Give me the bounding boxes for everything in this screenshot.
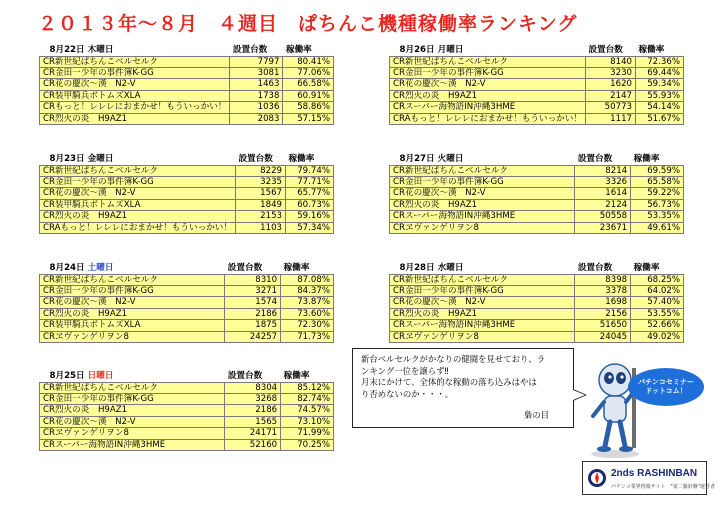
units-count: 3378: [575, 285, 631, 296]
mascot-speech-bubble: [628, 368, 704, 406]
units-count: 50558: [575, 211, 631, 222]
table-row: [390, 90, 684, 101]
units-count: 8304: [225, 382, 281, 393]
units-count: 1620: [585, 79, 635, 90]
rate-column-header: 稼働率: [631, 154, 684, 165]
table-row: [390, 165, 684, 176]
units-count: 3268: [225, 393, 281, 404]
table-date: 8月27日: [399, 154, 435, 165]
units-count: 2083: [230, 113, 283, 124]
table-row: [40, 90, 334, 101]
operation-rate: 52.66%: [631, 320, 684, 331]
comment-line: 新台ベルセルクがかなりの健闘を見せており、ラ: [361, 354, 546, 364]
table-row: [40, 320, 334, 331]
table-date: 8月24日: [49, 263, 85, 274]
table-date-header: [390, 45, 586, 56]
machine-name: CR金田一少年の事件簿K-GG: [390, 67, 586, 78]
ranking-table-day-4: [389, 154, 684, 234]
table-day-of-week: 火曜日: [437, 154, 464, 165]
machine-name: CRヱヴァンゲリヲン8: [40, 331, 225, 342]
table-header-row: [40, 263, 334, 274]
table-row: [40, 56, 334, 67]
table-row: [40, 211, 334, 222]
units-count: 1849: [235, 199, 285, 210]
operation-rate: 56.73%: [631, 199, 684, 210]
table-row: [390, 176, 684, 187]
comment-signature: 梟の目: [523, 409, 549, 420]
machine-name: CR烈火の炎 H9AZ1: [390, 308, 575, 319]
operation-rate: 49.02%: [631, 331, 684, 342]
comment-box: [352, 348, 574, 428]
operation-rate: 66.58%: [283, 79, 334, 90]
machine-name: CRヱヴァンゲリヲン8: [40, 428, 225, 439]
operation-rate: 69.44%: [636, 67, 684, 78]
operation-rate: 57.40%: [631, 297, 684, 308]
units-count: 3230: [585, 67, 635, 78]
units-count: 1036: [230, 102, 283, 113]
units-count: 1565: [225, 416, 281, 427]
operation-rate: 55.93%: [636, 90, 684, 101]
table-day-of-week: 月曜日: [437, 45, 464, 56]
machine-name: CR新世紀ぱちんこベルセルク: [390, 165, 575, 176]
units-count: 1567: [235, 188, 285, 199]
table-row: [40, 439, 334, 450]
machine-name: CR花の慶次～漢 N2-V: [390, 79, 586, 90]
units-count: 8229: [235, 165, 285, 176]
units-count: 52160: [225, 439, 281, 450]
machine-name: CR新世紀ぱちんこベルセルク: [40, 274, 225, 285]
operation-rate: 49.61%: [631, 222, 684, 233]
table-day-of-week: 水曜日: [437, 263, 464, 274]
units-count: 2153: [235, 211, 285, 222]
units-count: 1614: [575, 188, 631, 199]
table-row: [40, 102, 334, 113]
robot-mascot-icon: [577, 350, 707, 460]
units-count: 8140: [585, 56, 635, 67]
operation-rate: 54.14%: [636, 102, 684, 113]
machine-name: CRもっと！レレレにおまかせ！もういっかい！: [40, 102, 230, 113]
table-row: [40, 285, 334, 296]
bubble-line: パチンコセミナー: [638, 378, 694, 386]
rate-column-header: 稼働率: [631, 263, 684, 274]
units-count: 7797: [230, 56, 283, 67]
machine-name: CR花の慶次～漢 N2-V: [390, 188, 575, 199]
machine-name: CR金田一少年の事件簿K-GG: [40, 393, 225, 404]
table-row: [390, 188, 684, 199]
table-date-header: [390, 263, 575, 274]
machine-name: CR装甲騎兵ボトムズXLA: [40, 199, 236, 210]
table-row: [390, 102, 684, 113]
table-row: [40, 113, 334, 124]
table-date-header: [40, 154, 236, 165]
comment-line: ンキング一位を譲らず‼: [361, 365, 449, 376]
operation-rate: 84.37%: [281, 285, 334, 296]
machine-name: CR花の慶次～漢 N2-V: [390, 297, 575, 308]
machine-name: CRヱヴァンゲリヲン8: [390, 222, 575, 233]
machine-name: CR金田一少年の事件簿K-GG: [40, 176, 236, 187]
ranking-table-day-3: [39, 154, 334, 234]
operation-rate: 73.10%: [281, 416, 334, 427]
operation-rate: 65.58%: [631, 176, 684, 187]
units-count: 8310: [225, 274, 281, 285]
operation-rate: 60.73%: [286, 199, 334, 210]
table-row: [390, 285, 684, 296]
comment-line: り否めないのか・・・。: [361, 388, 454, 399]
machine-name: CRスーパー海物語IN沖縄3HME: [390, 102, 586, 113]
operation-rate: 51.67%: [636, 113, 684, 124]
ranking-table-day-2: [389, 45, 684, 125]
machine-name: CRヱヴァンゲリヲン8: [390, 331, 575, 342]
operation-rate: 65.77%: [286, 188, 334, 199]
operation-rate: 60.91%: [283, 90, 334, 101]
machine-name: CR装甲騎兵ボトムズXLA: [40, 320, 225, 331]
machine-name: CR烈火の炎 H9AZ1: [40, 405, 225, 416]
operation-rate: 68.25%: [631, 274, 684, 285]
logo-subtitle: パチンコ業界情報サイト "第二羅針盤"運営者: [611, 484, 716, 490]
machine-name: CR新世紀ぱちんこベルセルク: [40, 165, 236, 176]
operation-rate: 57.34%: [286, 222, 334, 233]
units-count: 1103: [235, 222, 285, 233]
operation-rate: 82.74%: [281, 393, 334, 404]
operation-rate: 72.30%: [281, 320, 334, 331]
table-header-row: [390, 263, 684, 274]
machine-name: CR新世紀ぱちんこベルセルク: [40, 56, 230, 67]
operation-rate: 59.34%: [636, 79, 684, 90]
table-row: [40, 331, 334, 342]
table-date-header: [390, 154, 575, 165]
machine-name: CRAもっと！レレレにおまかせ！もういっかい！: [40, 222, 236, 233]
logo-text: 2nds RASHINBAN: [611, 468, 698, 479]
units-count: 24171: [225, 428, 281, 439]
table-row: [390, 308, 684, 319]
table-row: [40, 222, 334, 233]
bubble-line: ドットコム！: [645, 387, 687, 395]
operation-rate: 80.41%: [283, 56, 334, 67]
table-header-row: [390, 154, 684, 165]
table-row: [390, 331, 684, 342]
table-row: [40, 188, 334, 199]
table-date: 8月25日: [49, 371, 85, 382]
table-date: 8月22日: [49, 45, 85, 56]
units-count: 8214: [575, 165, 631, 176]
units-count: 1117: [585, 113, 635, 124]
table-row: [40, 382, 334, 393]
table-date-header: [40, 263, 225, 274]
table-row: [40, 393, 334, 404]
operation-rate: 79.74%: [286, 165, 334, 176]
units-column-header: 設置台数: [230, 45, 283, 56]
ranking-table-day-6: [389, 263, 684, 343]
table-day-of-week: 日曜日: [87, 371, 114, 382]
units-count: 24045: [575, 331, 631, 342]
table-row: [40, 428, 334, 439]
table-row: [40, 297, 334, 308]
operation-rate: 77.71%: [286, 176, 334, 187]
table-row: [40, 405, 334, 416]
operation-rate: 64.02%: [631, 285, 684, 296]
rate-column-header: 稼働率: [281, 371, 334, 382]
machine-name: CR花の慶次～漢 N2-V: [40, 79, 230, 90]
units-count: 1463: [230, 79, 283, 90]
table-row: [390, 199, 684, 210]
machine-name: CR烈火の炎 H9AZ1: [40, 211, 236, 222]
machine-name: CR花の慶次～漢 N2-V: [40, 297, 225, 308]
table-row: [40, 79, 334, 90]
units-column-header: 設置台数: [575, 154, 631, 165]
table-date-header: [40, 371, 225, 382]
units-count: 8398: [575, 274, 631, 285]
units-count: 3326: [575, 176, 631, 187]
operation-rate: 77.06%: [283, 67, 334, 78]
compass-icon: [587, 468, 607, 488]
table-header-row: [390, 45, 684, 56]
table-row: [390, 320, 684, 331]
table-date: 8月28日: [399, 263, 435, 274]
units-count: 2124: [575, 199, 631, 210]
machine-name: CR金田一少年の事件簿K-GG: [40, 67, 230, 78]
operation-rate: 70.25%: [281, 439, 334, 450]
units-count: 51650: [575, 320, 631, 331]
machine-name: CR装甲騎兵ボトムズXLA: [40, 90, 230, 101]
table-row: [390, 56, 684, 67]
units-column-header: 設置台数: [225, 263, 281, 274]
rate-column-header: 稼働率: [281, 263, 334, 274]
machine-name: CR新世紀ぱちんこベルセルク: [390, 274, 575, 285]
units-column-header: 設置台数: [225, 371, 281, 382]
ranking-table-day-7: [39, 371, 334, 451]
units-column-header: 設置台数: [575, 263, 631, 274]
units-count: 2186: [225, 308, 281, 319]
operation-rate: 74.57%: [281, 405, 334, 416]
units-count: 24257: [225, 331, 281, 342]
machine-name: CR烈火の炎 H9AZ1: [40, 113, 230, 124]
ranking-table-day-1: [39, 45, 334, 125]
machine-name: CR花の慶次～漢 N2-V: [40, 188, 236, 199]
operation-rate: 87.08%: [281, 274, 334, 285]
operation-rate: 73.87%: [281, 297, 334, 308]
table-date: 8月26日: [399, 45, 435, 56]
ranking-table-day-5: [39, 263, 334, 343]
rate-column-header: 稼働率: [286, 154, 334, 165]
machine-name: CR金田一少年の事件簿K-GG: [390, 176, 575, 187]
table-row: [390, 79, 684, 90]
units-count: 1574: [225, 297, 281, 308]
operation-rate: 71.99%: [281, 428, 334, 439]
table-row: [390, 211, 684, 222]
operation-rate: 58.86%: [283, 102, 334, 113]
units-count: 2186: [225, 405, 281, 416]
machine-name: CR烈火の炎 H9AZ1: [390, 199, 575, 210]
operation-rate: 73.60%: [281, 308, 334, 319]
table-header-row: [40, 371, 334, 382]
units-count: 2156: [575, 308, 631, 319]
operation-rate: 85.12%: [281, 382, 334, 393]
machine-name: CR花の慶次～漢 N2-V: [40, 416, 225, 427]
machine-name: CR新世紀ぱちんこベルセルク: [390, 56, 586, 67]
units-count: 50773: [585, 102, 635, 113]
units-count: 1738: [230, 90, 283, 101]
operation-rate: 72.36%: [636, 56, 684, 67]
machine-name: CR金田一少年の事件簿K-GG: [40, 285, 225, 296]
units-count: 3081: [230, 67, 283, 78]
table-row: [40, 176, 334, 187]
table-row: [40, 274, 334, 285]
table-header-row: [40, 154, 334, 165]
table-row: [40, 165, 334, 176]
table-row: [40, 67, 334, 78]
table-row: [40, 308, 334, 319]
table-header-row: [40, 45, 334, 56]
table-row: [390, 113, 684, 124]
machine-name: CR新世紀ぱちんこベルセルク: [40, 382, 225, 393]
machine-name: CRスーパー海物語IN沖縄3HME: [390, 211, 575, 222]
operation-rate: 53.35%: [631, 211, 684, 222]
table-day-of-week: 金曜日: [87, 154, 114, 165]
machine-name: CRスーパー海物語IN沖縄3HME: [390, 320, 575, 331]
table-row: [40, 199, 334, 210]
operation-rate: 59.16%: [286, 211, 334, 222]
machine-name: CR烈火の炎 H9AZ1: [40, 308, 225, 319]
machine-name: CR金田一少年の事件簿K-GG: [390, 285, 575, 296]
machine-name: CR烈火の炎 H9AZ1: [390, 90, 586, 101]
units-column-header: 設置台数: [585, 45, 635, 56]
site-logo: [582, 461, 716, 495]
operation-rate: 57.15%: [283, 113, 334, 124]
units-count: 3235: [235, 176, 285, 187]
units-count: 1698: [575, 297, 631, 308]
units-column-header: 設置台数: [235, 154, 285, 165]
units-count: 1875: [225, 320, 281, 331]
page-title: ２０１３年～８月 ４週目 ぱちんこ機種稼働率ランキング: [38, 13, 578, 35]
rate-column-header: 稼働率: [283, 45, 334, 56]
table-row: [390, 274, 684, 285]
table-date-header: [40, 45, 230, 56]
operation-rate: 71.73%: [281, 331, 334, 342]
operation-rate: 59.22%: [631, 188, 684, 199]
operation-rate: 53.55%: [631, 308, 684, 319]
table-row: [40, 416, 334, 427]
table-row: [390, 67, 684, 78]
units-count: 3271: [225, 285, 281, 296]
operation-rate: 69.59%: [631, 165, 684, 176]
table-row: [390, 297, 684, 308]
machine-name: CRAもっと！レレレにおまかせ！もういっかい！: [390, 113, 586, 124]
units-count: 23671: [575, 222, 631, 233]
table-date: 8月23日: [49, 154, 85, 165]
table-day-of-week: 土曜日: [87, 263, 114, 274]
table-day-of-week: 木曜日: [87, 45, 114, 56]
machine-name: CRスーパー海物語IN沖縄3HME: [40, 439, 225, 450]
comment-line: 月末にかけて、全体的な稼動の落ち込みはやは: [361, 377, 537, 387]
rate-column-header: 稼働率: [636, 45, 684, 56]
units-count: 2147: [585, 90, 635, 101]
table-row: [390, 222, 684, 233]
